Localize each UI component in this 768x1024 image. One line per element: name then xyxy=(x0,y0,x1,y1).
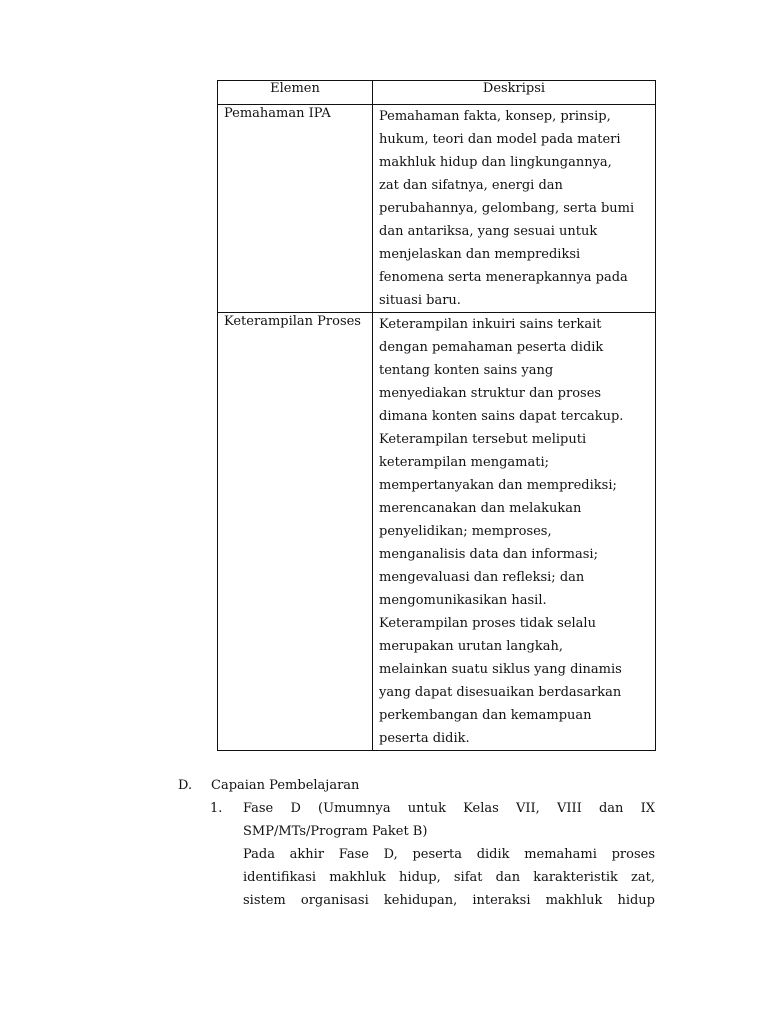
elemen-table xyxy=(217,80,656,751)
element-name: Keterampilan Proses xyxy=(224,314,361,329)
item-heading-line: Fase D (Umumnya untuk Kelas VII, VIII dan IX xyxy=(243,801,655,816)
table-row xyxy=(218,105,656,313)
item-body-line: identifikasi makhluk hidup, sifat dan karakteristik zat, xyxy=(243,870,655,885)
element-name-cell xyxy=(218,313,373,751)
description-line: perubahannya, gelombang, serta bumi xyxy=(379,201,635,216)
description-line: hukum, teori dan model pada materi xyxy=(379,132,621,147)
item-heading-line: SMP/MTs/Program Paket B) xyxy=(243,824,428,839)
description-line: tentang konten sains yang xyxy=(379,363,554,378)
header-deskripsi: Deskripsi xyxy=(373,81,656,105)
description-line: menyediakan struktur dan proses xyxy=(379,386,602,401)
description-line: situasi baru. xyxy=(379,293,461,308)
description-line: merupakan urutan langkah, xyxy=(379,639,563,654)
header-elemen: Elemen xyxy=(218,81,373,105)
description-line: penyelidikan; memproses, xyxy=(379,524,552,539)
section-letter: D. xyxy=(178,778,193,793)
description-line: menjelaskan dan memprediksi xyxy=(379,247,581,262)
element-name-cell xyxy=(218,105,373,313)
description-line: merencanakan dan melakukan xyxy=(379,501,582,516)
item-body-line: sistem organisasi kehidupan, interaksi makhluk hidup xyxy=(243,893,655,908)
list-item-number: 1. xyxy=(210,801,223,816)
description-line: Keterampilan inkuiri sains terkait xyxy=(379,317,602,332)
list-item-body xyxy=(243,797,655,912)
section-title: Capaian Pembelajaran xyxy=(211,778,360,793)
description-line: peserta didik. xyxy=(379,731,470,746)
description-cell xyxy=(373,105,656,313)
description-line: Keterampilan proses tidak selalu xyxy=(379,616,596,631)
item-body-line: Pada akhir Fase D, peserta didik memahami proses xyxy=(243,847,655,862)
description-line: fenomena serta menerapkannya pada xyxy=(379,270,628,285)
table-header-row xyxy=(218,81,656,105)
description-line: makhluk hidup dan lingkungannya, xyxy=(379,155,612,170)
description-cell xyxy=(373,313,656,751)
description-line: zat dan sifatnya, energi dan xyxy=(379,178,563,193)
description-line: keterampilan mengamati; xyxy=(379,455,549,470)
description-line: yang dapat disesuaikan berdasarkan xyxy=(379,685,622,700)
description-line: Keterampilan tersebut meliputi xyxy=(379,432,587,447)
description-line: dimana konten sains dapat tercakup. xyxy=(379,409,624,424)
description-line: mempertanyakan dan memprediksi; xyxy=(379,478,617,493)
element-name: Pemahaman IPA xyxy=(224,106,331,121)
description-line: dengan pemahaman peserta didik xyxy=(379,340,604,355)
table-row xyxy=(218,313,656,751)
description-line: menganalisis data dan informasi; xyxy=(379,547,598,562)
description-line: Pemahaman fakta, konsep, prinsip, xyxy=(379,109,611,124)
description-line: dan antariksa, yang sesuai untuk xyxy=(379,224,598,239)
description-line: mengevaluasi dan refleksi; dan xyxy=(379,570,585,585)
description-line: perkembangan dan kemampuan xyxy=(379,708,592,723)
description-line: melainkan suatu siklus yang dinamis xyxy=(379,662,622,677)
description-line: mengomunikasikan hasil. xyxy=(379,593,547,608)
